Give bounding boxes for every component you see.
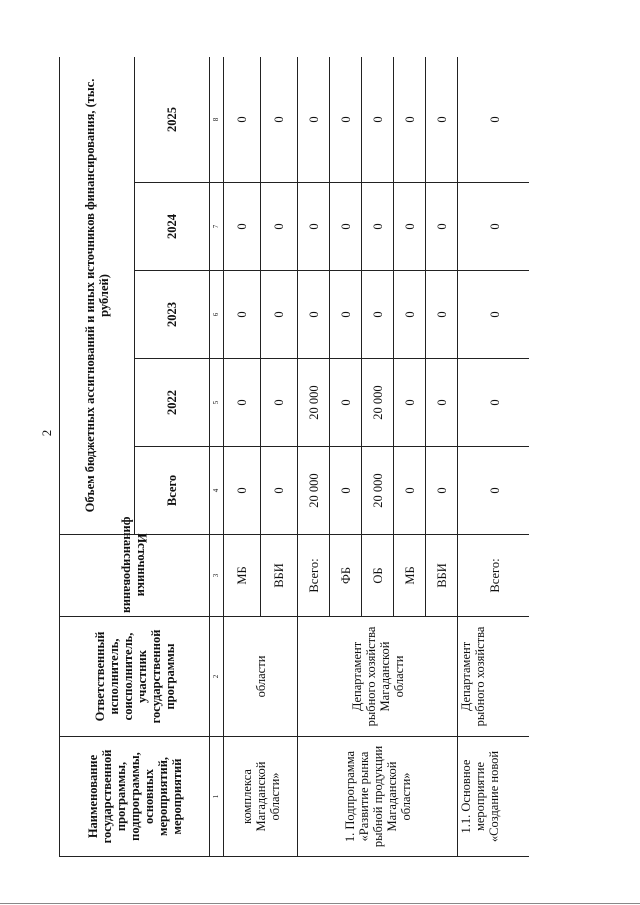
value-cell: 0 — [362, 183, 394, 271]
value-cell: 0 — [426, 57, 458, 183]
header-year-2024: 2024 — [135, 183, 210, 271]
source-cell: ОБ — [362, 535, 394, 617]
column-number: 6 — [210, 271, 224, 359]
value-cell: 0 — [362, 57, 394, 183]
value-cell: 0 — [224, 271, 261, 359]
column-number: 1 — [210, 737, 224, 857]
table-row — [458, 57, 530, 857]
rotated-page — [59, 57, 529, 857]
value-cell: 0 — [330, 447, 362, 535]
value-cell: 0 — [261, 183, 298, 271]
value-cell: 0 — [298, 183, 330, 271]
executor-cell: области — [224, 617, 298, 737]
column-number: 4 — [210, 447, 224, 535]
value-cell: 0 — [261, 359, 298, 447]
value-cell: 0 — [224, 359, 261, 447]
column-number: 2 — [210, 617, 224, 737]
value-cell: 0 — [394, 447, 426, 535]
source-cell: Всего: — [458, 535, 530, 617]
header-year-2025: 2025 — [135, 57, 210, 183]
value-cell: 0 — [261, 57, 298, 183]
value-cell: 0 — [261, 447, 298, 535]
value-cell: 0 — [394, 57, 426, 183]
source-cell: ВБИ — [426, 535, 458, 617]
value-cell: 0 — [298, 57, 330, 183]
executor-cell: Департамент рыбного хозяйства — [458, 617, 530, 737]
program-name-cell: 1. Подпрограмма «Развитие рынка рыбной продукции Магаданской области» — [298, 737, 458, 857]
value-cell: 20 000 — [298, 359, 330, 447]
source-cell: МБ — [394, 535, 426, 617]
column-number: 3 — [210, 535, 224, 617]
column-number: 7 — [210, 183, 224, 271]
column-number: 8 — [210, 57, 224, 183]
column-number: 5 — [210, 359, 224, 447]
value-cell: 0 — [426, 359, 458, 447]
value-cell: 0 — [458, 359, 530, 447]
source-cell: ВБИ — [261, 535, 298, 617]
value-cell: 0 — [426, 183, 458, 271]
header-source-text: Источники финансирования — [120, 516, 149, 613]
value-cell: 0 — [426, 271, 458, 359]
value-cell: 0 — [330, 271, 362, 359]
value-cell: 0 — [224, 183, 261, 271]
value-cell: 0 — [224, 447, 261, 535]
value-cell: 0 — [224, 57, 261, 183]
table-row — [224, 57, 261, 857]
value-cell: 0 — [394, 359, 426, 447]
executor-cell: Департамент рыбного хозяйства Магаданской области — [298, 617, 458, 737]
value-cell: 0 — [458, 271, 530, 359]
value-cell: 0 — [394, 183, 426, 271]
value-cell: 20 000 — [362, 447, 394, 535]
value-cell: 0 — [458, 183, 530, 271]
source-cell: Всего: — [298, 535, 330, 617]
value-cell: 0 — [426, 447, 458, 535]
page-number: 2 — [39, 429, 54, 437]
value-cell: 0 — [394, 271, 426, 359]
header-executor: Ответственный исполнитель, соисполнитель, участник государственной программы — [60, 617, 210, 737]
header-year-total: Всего — [135, 447, 210, 535]
header-volume: Объем бюджетных ассигнований и иных источников финансирования, (тыс. рублей) — [60, 57, 135, 535]
program-name-cell: 1.1. Основное мероприятие «Создание новой — [458, 737, 530, 857]
rotated-content — [59, 57, 529, 857]
page-bottom-rule — [0, 903, 640, 904]
value-cell: 20 000 — [362, 359, 394, 447]
value-cell: 20 000 — [298, 447, 330, 535]
table-row — [298, 57, 330, 857]
financing-table — [59, 57, 529, 857]
header-name: Наименование государственной программы, подпрограммы, основных мероприятий, мероприятий — [60, 737, 210, 857]
value-cell: 0 — [330, 359, 362, 447]
value-cell: 0 — [458, 447, 530, 535]
value-cell: 0 — [298, 271, 330, 359]
value-cell: 0 — [362, 271, 394, 359]
header-source — [60, 516, 210, 617]
value-cell: 0 — [330, 57, 362, 183]
value-cell: 0 — [458, 57, 530, 183]
header-year-2023: 2023 — [135, 271, 210, 359]
source-cell: МБ — [224, 535, 261, 617]
program-name-cell: комплекса Магаданской области» — [224, 737, 298, 857]
value-cell: 0 — [261, 271, 298, 359]
value-cell: 0 — [330, 183, 362, 271]
source-cell: ФБ — [330, 535, 362, 617]
header-year-2022: 2022 — [135, 359, 210, 447]
